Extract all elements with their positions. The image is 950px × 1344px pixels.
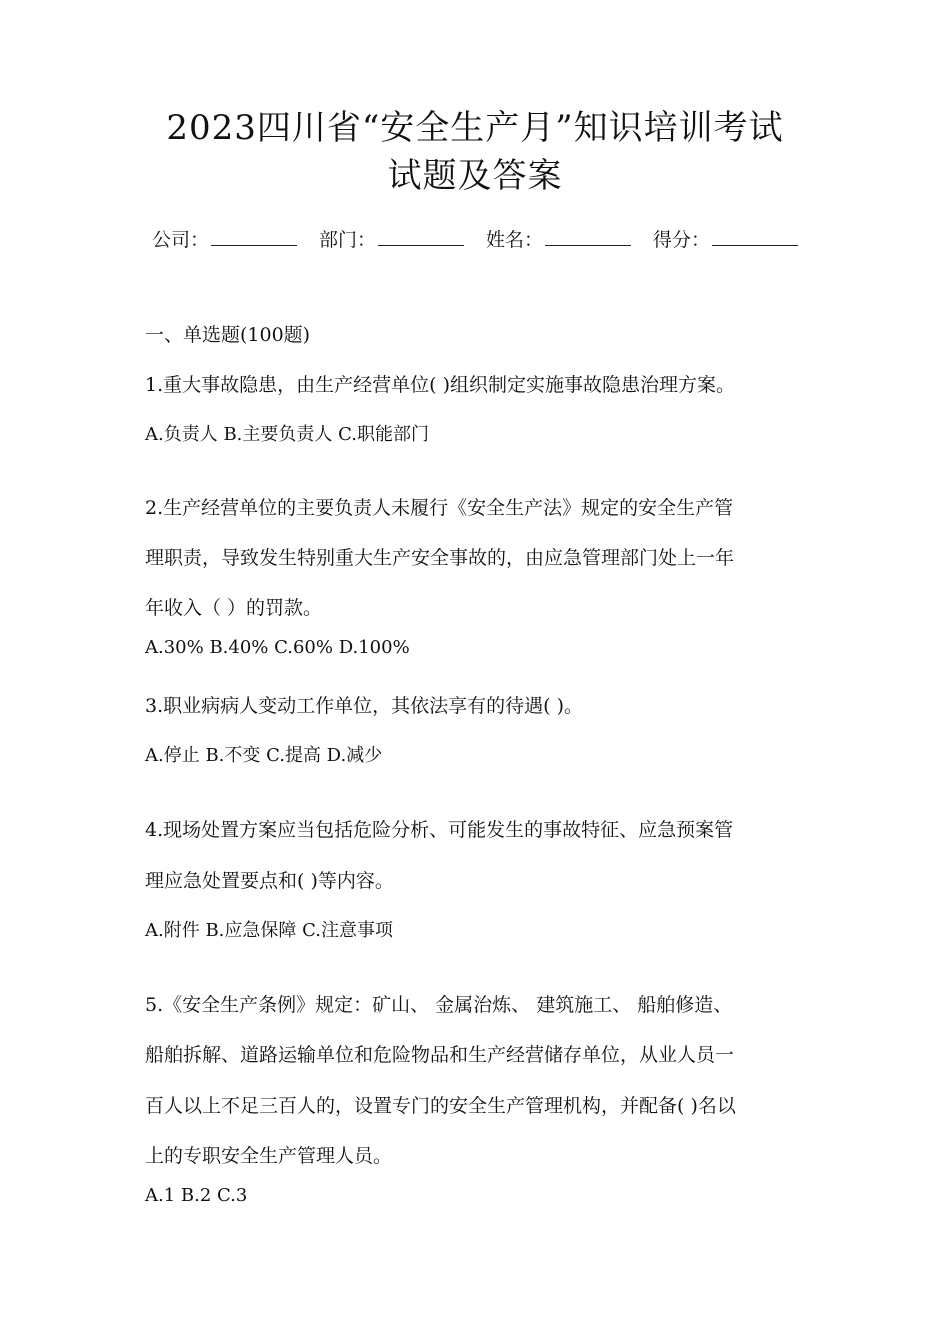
score-label: 得分： [653, 229, 711, 251]
info-fields-row [152, 225, 812, 253]
question-2-line-1: 2.生产经营单位的主要负责人未履行《安全生产法》规定的安全生产管 [145, 497, 734, 519]
question-5-options: A.1 B.2 C.3 [145, 1185, 248, 1206]
question-3-line-1: 3.职业病病人变动工作单位，其依法享有的待遇( )。 [145, 695, 583, 717]
question-1-line-1: 1.重大事故隐患，由生产经营单位( )组织制定实施事故隐患治理方案。 [145, 374, 735, 396]
question-2-line-3: 年收入（ ）的罚款。 [145, 597, 323, 619]
question-1-options: A.负责人 B.主要负责人 C.职能部门 [145, 424, 429, 445]
company-field [152, 225, 297, 252]
company-label: 公司： [152, 229, 210, 251]
department-field [319, 225, 464, 252]
question-4-options: A.附件 B.应急保障 C.注意事项 [145, 920, 393, 941]
question-5-line-3: 百人以上不足三百人的，设置专门的安全生产管理机构，并配备( )名以 [145, 1095, 736, 1117]
score-field [653, 225, 798, 252]
question-5-line-2: 船舶拆解、道路运输单位和危险物品和生产经营储存单位，从业人员一 [145, 1044, 735, 1066]
question-5-line-1: 5.《安全生产条例》规定：矿山、 金属治炼、 建筑施工、 船舶修造、 [145, 994, 733, 1016]
section-heading: 一、单选题(100题) [145, 324, 311, 346]
question-5-line-4: 上的专职安全生产管理人员。 [145, 1145, 393, 1167]
document-title-line-1: 2023四川省“安全生产月”知识培训考试 [166, 108, 784, 148]
question-4-line-2: 理应急处置要点和( )等内容。 [145, 870, 394, 892]
department-label: 部门： [319, 229, 377, 251]
department-blank[interactable] [378, 229, 464, 246]
name-label: 姓名： [486, 229, 544, 251]
score-blank[interactable] [712, 229, 798, 246]
question-4-line-1: 4.现场处置方案应当包括危险分析、可能发生的事故特征、应急预案管 [145, 819, 734, 841]
question-3-options: A.停止 B.不变 C.提高 D.减少 [145, 745, 383, 766]
company-blank[interactable] [211, 229, 297, 246]
name-blank[interactable] [545, 229, 631, 246]
question-2-line-2: 理职责，导致发生特别重大生产安全事故的，由应急管理部门处上一年 [145, 547, 735, 569]
name-field [486, 225, 631, 252]
question-2-options: A.30% B.40% C.60% D.100% [145, 637, 410, 658]
document-title-line-2: 试题及答案 [387, 156, 563, 196]
